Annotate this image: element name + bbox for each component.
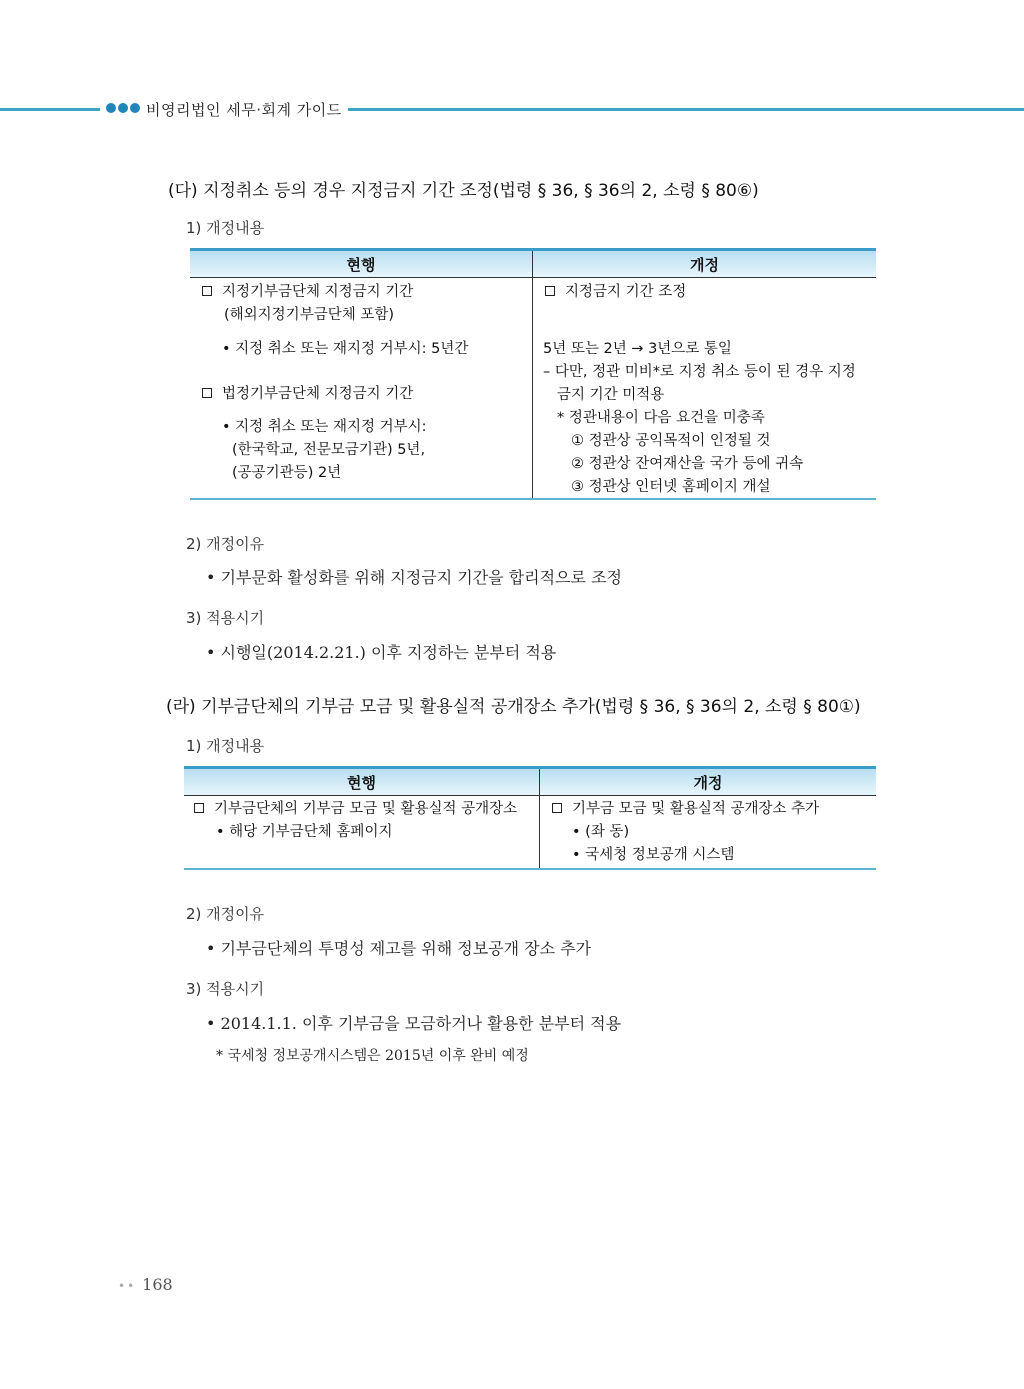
section-ra-revised-cell: [540, 796, 876, 868]
revised-item: 지정금지 기간 조정: [545, 281, 686, 304]
header-title: 비영리법인 세무·회계 가이드: [146, 101, 342, 119]
section-ra-table-header: [184, 766, 876, 796]
current-item: 기부금단체의 기부금 모금 및 활용실적 공개장소: [194, 798, 517, 821]
revised-item-detail: – 다만, 정관 미비*로 지정 취소 등이 된 경우 지정: [543, 364, 856, 380]
current-item-detail: • 해당 기부금단체 홈페이지: [216, 824, 393, 840]
header-rule-right: [348, 108, 1024, 111]
section-ra-apply-text: • 2014.1.1. 이후 기부금을 모금하거나 활용한 분부터 적용: [206, 1014, 622, 1033]
revised-item-requirement: ② 정관상 잔여재산을 국가 등에 귀속: [571, 456, 804, 472]
current-item: 법정기부금단체 지정금지 기간: [202, 383, 413, 406]
col-revised-header: 개정: [690, 255, 719, 274]
revised-item-requirement: ③ 정관상 인터넷 홈페이지 개설: [571, 479, 771, 495]
section-ra-table: [184, 766, 876, 870]
revised-item-note: * 정관내용이 다음 요건을 미충족: [557, 410, 765, 426]
current-item-detail: (공공기관등) 2년: [232, 465, 342, 481]
section-ra-title: (라) 기부금단체의 기부금 모금 및 활용실적 공개장소 추가(법령 § 36, § 36의 2, 소령 § 80①): [166, 697, 861, 717]
section-da-content-heading: 1) 개정내용: [186, 219, 265, 237]
checkbox-square-icon: [194, 803, 204, 813]
section-da-reason-text: • 기부문화 활성화를 위해 지정금지 기간을 합리적으로 조정: [206, 568, 622, 587]
section-da-reason-heading: 2) 개정이유: [186, 535, 265, 553]
section-ra-reason-heading: 2) 개정이유: [186, 905, 265, 923]
section-da-current-cell: [190, 278, 533, 498]
current-item-detail: • 지정 취소 또는 재지정 거부시:: [222, 419, 427, 435]
section-ra-apply-heading: 3) 적용시기: [186, 980, 265, 998]
revised-item-requirement: ① 정관상 공익목적이 인정될 것: [571, 433, 771, 449]
checkbox-square-icon: [202, 286, 212, 296]
section-da-table: [190, 248, 876, 500]
revised-item-detail: • 국세청 정보공개 시스템: [572, 847, 735, 863]
section-ra-current-cell: [184, 796, 540, 868]
page-dots-icon: ••: [118, 1279, 137, 1293]
section-ra-reason-text: • 기부금단체의 투명성 제고를 위해 정보공개 장소 추가: [206, 939, 592, 958]
col-current-header: 현행: [190, 251, 533, 277]
section-da-title: (다) 지정취소 등의 경우 지정금지 기간 조정(법령 § 36, § 36의 2, 소령 § 80⑥): [168, 181, 759, 201]
current-item-detail: (한국학교, 전문모금기관) 5년,: [232, 442, 426, 458]
col-revised-header: 개정: [693, 773, 723, 792]
section-da-apply-text: • 시행일(2014.2.21.) 이후 지정하는 분부터 적용: [206, 643, 557, 662]
checkbox-square-icon: [202, 388, 212, 398]
revised-item-detail: 금지 기간 미적용: [557, 387, 665, 403]
revised-item-detail: 5년 또는 2년 → 3년으로 통일: [543, 341, 732, 357]
section-da-revised-cell: [533, 278, 876, 498]
header-dots-icon: [106, 103, 140, 113]
checkbox-square-icon: [545, 286, 555, 296]
header-rule-left: [0, 108, 100, 111]
section-da-apply-heading: 3) 적용시기: [186, 609, 265, 627]
current-item-detail: • 지정 취소 또는 재지정 거부시: 5년간: [222, 341, 469, 357]
current-item: 지정기부금단체 지정금지 기간: [202, 281, 413, 304]
section-da-table-header: [190, 248, 876, 278]
checkbox-square-icon: [552, 803, 562, 813]
current-item-sub: (해외지정기부금단체 포함): [224, 307, 394, 323]
section-ra-content-heading: 1) 개정내용: [186, 737, 265, 755]
revised-item: 기부금 모금 및 활용실적 공개장소 추가: [552, 798, 819, 821]
revised-item-detail: • (좌 동): [572, 824, 630, 840]
page-number: •• 168: [118, 1275, 173, 1294]
section-ra-apply-note: * 국세청 정보공개시스템은 2015년 이후 완비 예정: [216, 1048, 529, 1064]
col-current-header: 현행: [184, 769, 540, 795]
